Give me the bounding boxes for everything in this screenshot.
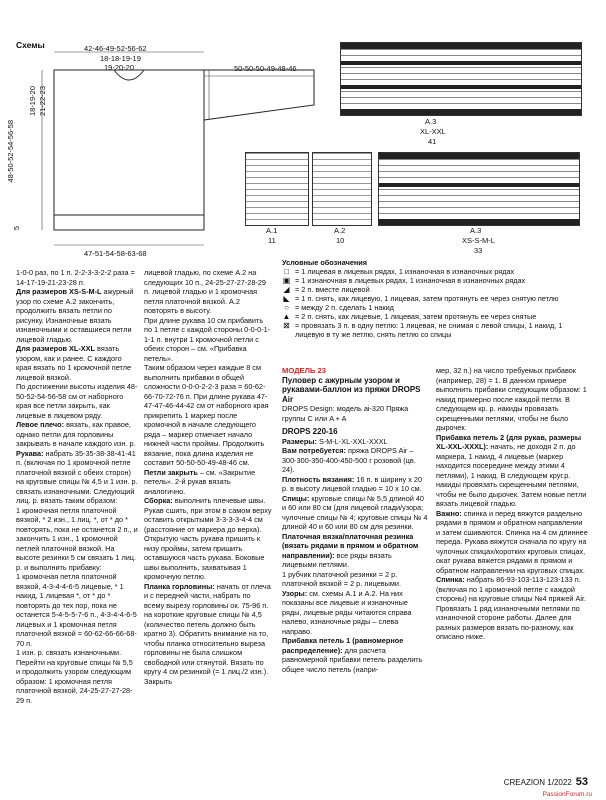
paragraph: Важно: спинка и перед вяжутся раздельно рядами в прямом и обратном направлении и затем сшиваются. Спинка на 4 см длиннее переда. Рукава вяжутся сначала по кругу на чулочных спицах/коротких круговых спицах, окат рукава вяжется рядами в прямом и обратном направлении на круговых спицах. xyxy=(436,508,588,575)
chart-a3-xl-count: 41 xyxy=(428,137,437,146)
paragraph: Для размеров XS-S-M-L ажурный узор по схеме A.2 закончить, продолжить вязать петли по рисунку. Изнаночные вязать изнаночными и оставшиеся петли лицевой гладью. xyxy=(16,287,134,344)
paragraph: Планка горловины: начать от плеча и с передней части, набрать по всему вырезу горловины ок. 75-96 п. на короткие круговые спицы № 4,5 (количество петель должно быть кратно 3). Обратить внимание на то, чтобы планка относительно выреза горловины не была слишком свободной или стянутой. Вязать по кругу 4 см резинкой (= 1 лиц./2 изн.). Закрыть xyxy=(144,581,271,686)
dim-neck1: 18-18-19-19 xyxy=(100,54,141,63)
text-column-4 xyxy=(436,366,588,642)
watermark: PassionForum.ru xyxy=(542,791,592,798)
legend-item: ◢ = 2 п. вместе лицевой xyxy=(283,285,370,294)
paragraph: 1 кромочная петля платочной вязкой, * 2 изн., 1 лиц. *, от * до * повторять, пока не останется 2 п., и закончить 1 изн., 1 кромочной петлей платочной вязкой. На высоте резинки 5 см связать 1 лиц. р. и выполнить прибавку: xyxy=(16,505,138,572)
dim-sleeve-length: 50-50-50-49-48-46 xyxy=(234,64,297,73)
legend-item: ⊠ = провязать 3 п. в одну петлю: 1 лицевая, не снимая с левой спицы, 1 накид, 1 лицевую в ту же петлю, снять петлю со спицы xyxy=(283,321,563,339)
dim-bottom-width: 47-51-54-58-63-68 xyxy=(84,249,147,258)
paragraph: Прибавка петель 1 (равномерное распределение): для расчета равномерной прибавки петель разделить общее число петель (напри- xyxy=(282,636,423,674)
magazine-issue: CREAZION 1/2022 xyxy=(503,778,572,787)
paragraph: 1 рубчик платочной резинки = 2 р. платочной вязкой = 2 р. лицевыми. xyxy=(282,569,402,588)
paragraph: Прибавка петель 2 (для рукав, размеры XL-XXL-XXXL): начать, не доходя 2 п. до маркера, 1 накид, 4 лицевые (маркер находится посередине между этими 4 петлями), 1 накид. В следующем круг.р. накиды провязать скрещенными петлями, чтобы не было дырочек. Затем новые петли вязать лицевой гладью. xyxy=(436,432,587,508)
legend-item: □ = 1 лицевая в лицевых рядах, 1 изнаночная в изнаночных рядах xyxy=(282,267,582,276)
dim-rib: 5 xyxy=(12,226,21,231)
paragraph: 1-0-0 раз, по 1 п. 2-2-3-3-2-2 раза = 14-17-19-21-23-28 п. xyxy=(16,268,135,287)
paragraph: Таким образом через каждые 8 см выполнить прибавки в общей сложности 0-0-0-2-2-3 раза = 60-62-66-70-72-76 п. При длине рукава 47-47-47-46-44-42 см от наборного края прикрепить 1 маркер после кромочной в начале следующего ряда – маркер отмечает начало нижней части проймы. Продолжить вязание, пока длина изделия не составит 50-50-50-49-48-46 см. xyxy=(144,363,269,467)
paragraph: При длине рукава 10 см прибавить по 1 петле с каждой стороны 0-0-0-1-1-1 п. внутри 1 кромочной петли с обеих сторон – см. «Прибавка петель». xyxy=(144,315,271,363)
legend-item: ◣ = 1 п. снять, как лицевую, 1 лицевая, затем протянуть ее через снятую петлю xyxy=(283,294,559,303)
model-title: Пуловер с ажурным узором и рукавами-баллон из пряжи DROPS Air xyxy=(282,375,421,404)
pattern-code: DROPS 220-16 xyxy=(282,427,338,436)
chart-a3-xl-sizes: XL-XXL xyxy=(420,127,446,136)
chart-a3-xs-count: 33 xyxy=(474,246,483,255)
chart-a2-grid xyxy=(312,152,372,226)
dim-neck2: 19-20-20 xyxy=(104,63,135,72)
k2tog-symbol-icon: ◢ xyxy=(283,285,290,294)
paragraph: По достижении высоты изделия 48-50-52-54-56-58 см от наборного края все петли закрыть, как лицевые в лицевом ряду. xyxy=(16,382,138,420)
chart-a3-xl-label: A.3 xyxy=(425,117,437,126)
body-outline xyxy=(54,70,204,230)
paragraph: Плотность вязания: 16 п. в ширину x 20 р. в высоту лицевой гладью = 10 x 10 см. xyxy=(282,474,423,493)
paragraph: Размеры: S-M-L-XL-XXL-XXXL xyxy=(282,436,388,446)
text-column-2 xyxy=(144,268,272,686)
paragraph: 1 кромочная петля платочной вязкой, 4-3-4-4-6-5 лицевые, * 1 накид, 1 лицевая *, от * до * повторять до тех пор, пока не останется 5-4-5-5-7-6 п., 4-3-4-4-6-5 лицевых и 1 кромочная петля платочной вязкой = 60-62-66-66-68-70 п. xyxy=(16,572,137,648)
skp-symbol-icon: ◣ xyxy=(283,294,290,303)
text-column-1 xyxy=(16,268,138,705)
legend-item: ▲ = 2 п. снять, как лицевые, 1 лицевая, затем протянуть ее через снятые xyxy=(282,312,537,321)
paragraph: Вам потребуется: пряжа DROPS Air – 300-300-350-400-450-500 г розовой (цв. 24). xyxy=(282,446,416,474)
chart-a3-xs-sizes: XS-S-M-L xyxy=(462,236,495,245)
paragraph: Платочная вязка/платочная резинка (вязать рядами в прямом и обратном направлении): все ряды вязать лицевыми петлями. xyxy=(282,531,419,569)
dim-top-width: 42-46-49-52-56-62 xyxy=(84,44,147,53)
sleeve-outline xyxy=(204,70,314,120)
legend-item: ▣ = 1 изнаночная в лицевых рядах, 1 изнаночная в изнаночных рядах xyxy=(282,276,526,285)
purl-symbol-icon: ▣ xyxy=(282,276,291,285)
legend xyxy=(282,258,582,339)
chart-a3-xl-grid xyxy=(340,42,582,116)
model-number: МОДЕЛЬ 23 xyxy=(282,366,326,375)
legend-title: Условные обозначения xyxy=(282,258,368,267)
yarn-over-symbol-icon: ○ xyxy=(284,303,289,312)
chart-a1-count: 11 xyxy=(268,236,276,245)
dim-armhole2: 21-22-23 xyxy=(38,86,47,117)
paragraph: мер, 32 п.) на число требуемых прибавок (например, 28) = 1. В данном примере выполнить прибавки следующим образом: 1 накид примерно после каждой петли. В следующем кр. р. накиды провязать скрещенными петлями, чтобы не было дырочек. xyxy=(436,366,587,432)
paragraph: Рукава: набрать 35-35-38-38-41-41 п. (включая по 1 кромочной петле платочной вязкой с обеих сторон) на круговые спицы № 4,5 и 1 изн. р. связать изнаночными. Следующий лиц. р. вязать таким образом: xyxy=(16,448,138,505)
paragraph: Левое плечо: вязать, как правое, однако петли для горловины закрывать в начале каждого изн. р. xyxy=(16,420,136,448)
dim-armhole: 18-19-20 xyxy=(28,86,37,117)
paragraph: 1 изн. р. связать изнаночными. Перейти на круговые спицы № 5,5 и продолжить узором следующим образом: 1 кромочная петля платочной вязкой, 24-25-27-27-28-29 п. xyxy=(16,648,133,705)
chart-a1-label: A.1 xyxy=(266,226,278,235)
increase-symbol-icon: ⊠ xyxy=(283,321,290,330)
chart-a3-xs-grid xyxy=(378,152,580,226)
page-number: 53 xyxy=(575,776,588,788)
paragraph: Для размеров XL-XXL вязать узором, как и ранее. С каждого края вязать по 1 кромочной петле лицевой вязкой. xyxy=(16,344,132,382)
chart-a2-count: 10 xyxy=(336,236,345,245)
paragraph: Узоры: см. схемы A.1 и A.2. На них показаны все лицевые и изнаночные ряды, лицевые ряды читаются справа налево, изнаночные ряды – слева направо. xyxy=(282,588,412,636)
paragraph: Сборка: выполнить плечевые швы. Рукав сшить, при этом в самом верху оставить открытыми 3-3-3-3-4-4 см (расстояние от маркера до верха). Открытую часть рукава пришить к низу проймы, затем пришить оставшуюся часть рукава. Боковые швы выполнить, захватывая 1 кромочную петлю. xyxy=(144,496,272,581)
paragraph: лицевой гладью, по схеме A.2 на следующих 10 п., 24-25-27-27-28-29 п. лицевой гладью и 1 кромочная петля платочной вязкой. A.2 повторять в высоту. xyxy=(144,268,266,315)
knit-symbol-icon: □ xyxy=(284,267,289,276)
legend-item: ○ = между 2 п. сделать 1 накид xyxy=(282,303,582,312)
dim-body-length: 48-50-52-54-56-58 xyxy=(6,120,15,183)
section-title: Схемы xyxy=(16,40,45,50)
text-column-3 xyxy=(282,366,428,674)
paragraph: Петли закрыть – см. «Закрытие петель». 2-й рукав вязать аналогично. xyxy=(144,467,256,496)
double-decrease-symbol-icon: ▲ xyxy=(282,312,291,321)
page-footer xyxy=(504,776,588,788)
chart-a2-label: A.2 xyxy=(334,226,346,235)
paragraph: Спицы: круговые спицы № 5,5 длиной 40 и 60 или 80 см (для лицевой глади/узора; чулочные спицы № 4; круговые спицы № 4 длиной 40 и 60 или 80 см для резинки. xyxy=(282,493,428,531)
design-line: DROPS Design: модель ai-320 Пряжа группы C или A + A xyxy=(282,404,409,423)
chart-a3-xs-label: A.3 xyxy=(470,226,482,235)
paragraph: Спинка: набрать 86-93-103-113-123-133 п. (включая по 1 кромочной петле с каждой стороны) на круговые спицы №4 пряжей Air. Провязать 1 ряд изнаночными петлями по изнаночной стороне работы. Далее для разных размеров вязать по-разному, как описано ниже. xyxy=(436,575,587,641)
chart-a1-grid xyxy=(245,152,309,226)
